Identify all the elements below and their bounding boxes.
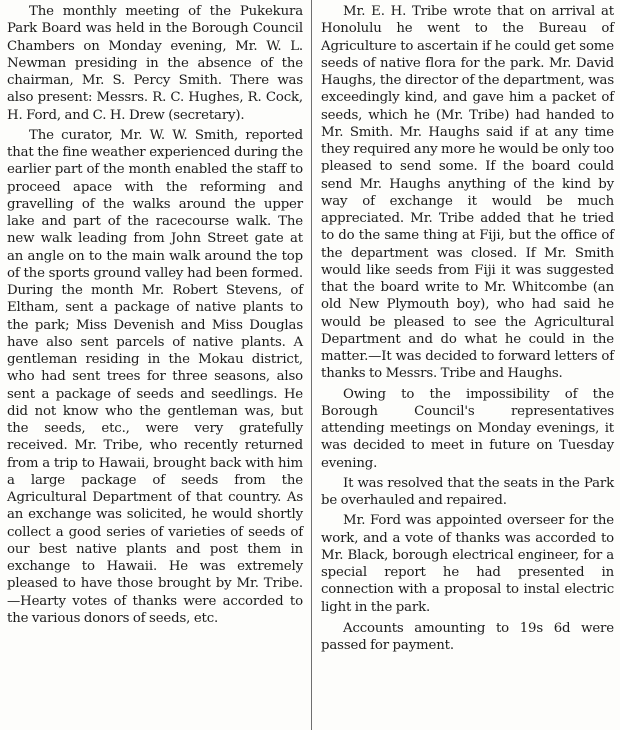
left-column	[7, 3, 303, 627]
article-paragraph: Mr. E. H. Tribe wrote that on arrival at Honolulu he went to the Bureau of Agriculture to ascertain if he could get some seeds of native flora for the park. Mr. David Haughs, the director of the department, was exceedingly kind, and gave him a packet of seeds, which he (Mr. Tribe) had handed to Mr. Smith. Mr. Haughs said if at any time they required any more he would be only too pleased to send some. If the board could send Mr. Haughs anything of the kind by way of exchange it would be much appreciated. Mr. Tribe added that he tried to do the same thing at Fiji, but the office of the department was closed. If Mr. Smith would like seeds from Fiji it was suggested that the board write to Mr. Whitcombe (an old New Plymouth boy), who had said he would be pleased to see the Agricultural Department and do what he could in the matter.—It was decided to forward letters of thanks to Messrs. Tribe and Haughs.	[321, 4, 615, 382]
article-paragraph: It was resolved that the seats in the Park be overhauled and repaired.	[321, 475, 614, 508]
article-paragraph: Accounts amounting to 19s 6d were passed for payment.	[321, 620, 614, 653]
right-column	[321, 3, 614, 654]
article-paragraph: The curator, Mr. W. W. Smith, reported that the fine weather experienced during the earlier part of the month enabled the staff to proceed apace with the reforming and gravelling of the walks around the upper lake and part of the racecourse walk. The new walk leading from John Street gate at an angle on to the main walk around the top of the sports ground valley had been formed. During the month Mr. Robert Stevens, of Eltham, sent a package of native plants to the park; Miss Devenish and Miss Douglas have also sent parcels of native plants. A gentleman residing in the Mokau district, who had sent trees for three seasons, also sent a package of seeds and seedlings. He did not know who the gentleman was, but the seeds, etc., were very gratefully received. Mr. Tribe, who recently returned from a trip to Hawaii, brought back with him a large package of seeds from the Agricultural Department of that country. As an exchange was solicited, he would shortly collect a good series of varieties of seeds of our best native plants and post them in exchange to Hawaii. He was extremely pleased to have those brought by Mr. Tribe.—Hearty votes of thanks were accorded to the various donors of seeds, etc.	[7, 127, 303, 626]
article-paragraph: Mr. Ford was appointed overseer for the work, and a vote of thanks was accorded to Mr. Black, borough electrical engineer, for a special report he had presented in connection with a proposal to instal electric light in the park.	[321, 513, 614, 615]
article-paragraph: Owing to the impossibility of the Borough Council's representatives attending meetings on Monday evenings, it was decided to meet in future on Tuesday evening.	[321, 386, 614, 471]
article-paragraph: The monthly meeting of the Pukekura Park Board was held in the Borough Council Chambers on Monday evening, Mr. W. L. Newman presiding in the absence of the chairman, Mr. S. Percy Smith. There was also present: Messrs. R. C. Hughes, R. Cock, H. Ford, and C. H. Drew (secretary).	[7, 4, 303, 123]
column-divider	[311, 0, 312, 730]
